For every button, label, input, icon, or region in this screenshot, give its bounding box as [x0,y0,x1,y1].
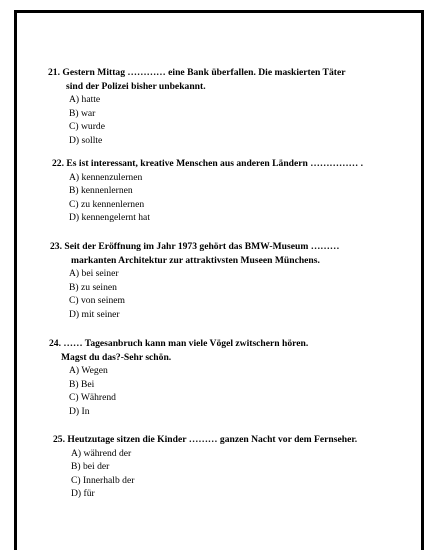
question-text: 24. …… Tagesanbruch kann man viele Vögel zwitschern hören. [49,338,309,349]
question-stem [17,66,421,93]
question-text-continued: sind der Polizei bisher unbekannt. [66,80,206,92]
answer-option-b[interactable]: B) war [69,107,96,119]
answer-option-b[interactable]: B) kennenlernen [69,185,133,197]
question-24 [17,337,421,419]
answer-options [17,267,421,321]
question-text: 22. Es ist interessant, kreative Menschen aus anderen Ländern …………… . [52,158,364,169]
answer-option-b[interactable]: B) zu seinen [69,281,117,293]
question-text: 25. Heutzutage sitzen die Kinder ……… ganzen Nacht vor dem Fernseher. [53,434,358,445]
answer-option-a[interactable]: A) bei seiner [69,268,119,280]
question-stem [17,157,421,171]
question-text-continued: Magst du das?-Sehr schön. [61,351,172,363]
answer-option-d[interactable]: D) kennengelernt hat [69,212,150,224]
answer-option-a[interactable]: A) während der [71,447,132,459]
answer-options [17,364,421,418]
answer-options [17,93,421,147]
question-21 [17,66,421,148]
question-text-continued: markanten Architektur zur attraktivsten Museen Münchens. [71,254,320,266]
answer-option-a[interactable]: A) Wegen [69,365,108,377]
answer-options [17,447,421,501]
answer-option-b[interactable]: B) bei der [71,461,110,473]
question-22 [17,157,421,225]
answer-option-d[interactable]: D) für [71,488,95,500]
question-text: 23. Seit der Eröffnung im Jahr 1973 gehört das BMW-Museum ……… [50,241,340,252]
answer-option-c[interactable]: C) von seinem [69,295,125,307]
answer-option-c[interactable]: C) wurde [69,121,105,133]
answer-option-c[interactable]: C) zu kennenlernen [69,198,145,210]
answer-options [17,171,421,225]
answer-option-a[interactable]: A) kennenzulernen [69,171,143,183]
answer-option-b[interactable]: B) Bei [69,378,95,390]
exam-page [14,10,424,550]
answer-option-d[interactable]: D) In [69,405,90,417]
answer-option-a[interactable]: A) hatte [69,94,101,106]
question-stem [17,240,421,267]
question-text: 21. Gestern Mittag ………… eine Bank überfallen. Die maskierten Täter [48,67,346,78]
question-stem [17,433,421,447]
question-23 [17,240,421,322]
answer-option-c[interactable]: C) Während [69,392,116,404]
answer-option-c[interactable]: C) Innerhalb der [71,474,135,486]
question-25 [17,433,421,501]
question-stem [17,337,421,364]
answer-option-d[interactable]: D) mit seiner [69,308,120,320]
answer-option-d[interactable]: D) sollte [69,134,103,146]
